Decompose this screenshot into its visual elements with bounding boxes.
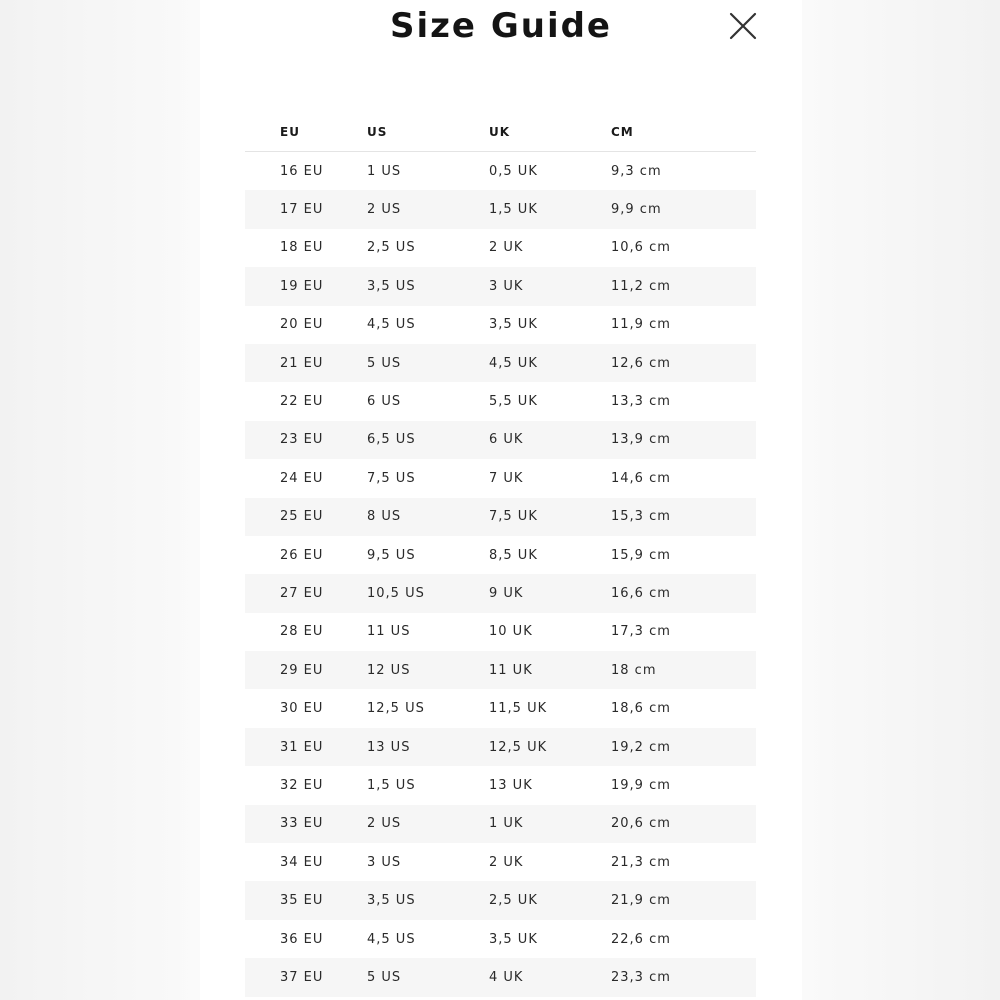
cell-eu: 27 EU xyxy=(245,574,367,612)
table-row xyxy=(245,843,756,881)
cell-uk: 1 UK xyxy=(489,805,611,843)
cell-cm: 18 cm xyxy=(611,651,756,689)
cell-us: 6 US xyxy=(367,394,402,410)
cell-eu: 29 EU xyxy=(245,651,367,689)
table-row xyxy=(245,613,756,651)
cell-us: 7,5 US xyxy=(367,470,416,486)
cell-uk: 2 UK xyxy=(489,854,524,870)
cell-uk: 2,5 UK xyxy=(489,881,611,919)
cell-cm: 15,9 cm xyxy=(611,547,671,563)
cell-uk: 10 UK xyxy=(489,624,533,640)
cell-eu: 31 EU xyxy=(245,728,367,766)
table-row xyxy=(245,382,756,420)
cell-cm: 17,3 cm xyxy=(611,624,671,640)
table-header-row xyxy=(245,113,756,152)
cell-us: 11 US xyxy=(367,624,411,640)
cell-cm: 13,9 cm xyxy=(611,421,756,459)
cell-us: 2 US xyxy=(367,805,489,843)
cell-cm: 14,6 cm xyxy=(611,470,671,486)
cell-cm: 23,3 cm xyxy=(611,958,756,996)
column-header-eu: EU xyxy=(245,113,367,152)
cell-us: 1,5 US xyxy=(367,777,416,793)
cell-eu: 32 EU xyxy=(280,777,324,793)
table-row xyxy=(245,306,756,344)
table-row xyxy=(245,421,756,459)
cell-eu: 17 EU xyxy=(245,190,367,228)
cell-us: 6,5 US xyxy=(367,421,489,459)
table-row xyxy=(245,574,756,612)
cell-eu: 33 EU xyxy=(245,805,367,843)
cell-eu: 23 EU xyxy=(245,421,367,459)
table-row xyxy=(245,958,756,996)
cell-uk: 7 UK xyxy=(489,470,524,486)
table-row xyxy=(245,920,756,958)
cell-uk: 0,5 UK xyxy=(489,163,538,179)
cell-uk: 4,5 UK xyxy=(489,344,611,382)
column-header-us: US xyxy=(367,113,489,152)
table-row xyxy=(245,459,756,497)
cell-us: 13 US xyxy=(367,728,489,766)
cell-eu: 34 EU xyxy=(280,854,324,870)
cell-uk: 4 UK xyxy=(489,958,611,996)
cell-us: 8 US xyxy=(367,498,489,536)
cell-uk: 6 UK xyxy=(489,421,611,459)
cell-us: 3,5 US xyxy=(367,881,489,919)
cell-us: 4,5 US xyxy=(367,931,416,947)
cell-cm: 19,9 cm xyxy=(611,777,671,793)
table-row xyxy=(245,152,756,191)
cell-us: 12 US xyxy=(367,651,489,689)
table-row xyxy=(245,229,756,267)
modal-title: Size Guide xyxy=(390,6,612,46)
cell-uk: 7,5 UK xyxy=(489,498,611,536)
cell-us: 10,5 US xyxy=(367,574,489,612)
cell-cm: 21,9 cm xyxy=(611,881,756,919)
table-row xyxy=(245,498,756,536)
table-row xyxy=(245,344,756,382)
cell-uk: 13 UK xyxy=(489,777,533,793)
table-row xyxy=(245,651,756,689)
cell-uk: 11 UK xyxy=(489,651,611,689)
cell-uk: 12,5 UK xyxy=(489,728,611,766)
table-row xyxy=(245,689,756,727)
cell-eu: 18 EU xyxy=(280,240,324,256)
cell-cm: 21,3 cm xyxy=(611,854,671,870)
table-row xyxy=(245,766,756,804)
cell-uk: 9 UK xyxy=(489,574,611,612)
cell-eu: 30 EU xyxy=(280,701,324,717)
table-row xyxy=(245,190,756,228)
cell-eu: 20 EU xyxy=(280,317,324,333)
cell-us: 4,5 US xyxy=(367,317,416,333)
cell-cm: 9,9 cm xyxy=(611,190,756,228)
close-button[interactable] xyxy=(725,8,761,44)
table-row xyxy=(245,881,756,919)
cell-eu: 28 EU xyxy=(280,624,324,640)
cell-uk: 3,5 UK xyxy=(489,931,538,947)
cell-cm: 9,3 cm xyxy=(611,163,662,179)
table-row xyxy=(245,728,756,766)
column-header-uk: UK xyxy=(489,113,611,152)
column-header-cm: CM xyxy=(611,113,756,152)
cell-us: 9,5 US xyxy=(367,547,416,563)
cell-us: 12,5 US xyxy=(367,701,425,717)
cell-cm: 19,2 cm xyxy=(611,728,756,766)
cell-us: 3 US xyxy=(367,854,402,870)
cell-us: 2,5 US xyxy=(367,240,416,256)
cell-uk: 5,5 UK xyxy=(489,394,538,410)
cell-eu: 16 EU xyxy=(280,163,324,179)
table-row xyxy=(245,805,756,843)
cell-cm: 13,3 cm xyxy=(611,394,671,410)
cell-eu: 26 EU xyxy=(280,547,324,563)
cell-eu: 35 EU xyxy=(245,881,367,919)
cell-us: 2 US xyxy=(367,190,489,228)
size-table-body xyxy=(245,152,756,997)
cell-eu: 25 EU xyxy=(245,498,367,536)
cell-uk: 11,5 UK xyxy=(489,701,548,717)
cell-cm: 10,6 cm xyxy=(611,240,671,256)
cell-cm: 22,6 cm xyxy=(611,931,671,947)
cell-eu: 37 EU xyxy=(245,958,367,996)
size-guide-modal xyxy=(200,0,802,1000)
cell-cm: 16,6 cm xyxy=(611,574,756,612)
cell-cm: 18,6 cm xyxy=(611,701,671,717)
cell-uk: 2 UK xyxy=(489,240,524,256)
cell-eu: 36 EU xyxy=(280,931,324,947)
cell-eu: 22 EU xyxy=(280,394,324,410)
cell-us: 5 US xyxy=(367,344,489,382)
cell-eu: 19 EU xyxy=(245,267,367,305)
close-icon xyxy=(725,8,761,44)
cell-eu: 24 EU xyxy=(280,470,324,486)
cell-uk: 8,5 UK xyxy=(489,547,538,563)
cell-cm: 12,6 cm xyxy=(611,344,756,382)
cell-us: 5 US xyxy=(367,958,489,996)
cell-us: 1 US xyxy=(367,163,402,179)
table-row xyxy=(245,536,756,574)
cell-us: 3,5 US xyxy=(367,267,489,305)
cell-uk: 3,5 UK xyxy=(489,317,538,333)
cell-cm: 11,2 cm xyxy=(611,267,756,305)
cell-cm: 15,3 cm xyxy=(611,498,756,536)
table-row xyxy=(245,267,756,305)
cell-eu: 21 EU xyxy=(245,344,367,382)
cell-uk: 3 UK xyxy=(489,267,611,305)
cell-cm: 20,6 cm xyxy=(611,805,756,843)
cell-cm: 11,9 cm xyxy=(611,317,671,333)
cell-uk: 1,5 UK xyxy=(489,190,611,228)
size-table xyxy=(245,113,756,997)
